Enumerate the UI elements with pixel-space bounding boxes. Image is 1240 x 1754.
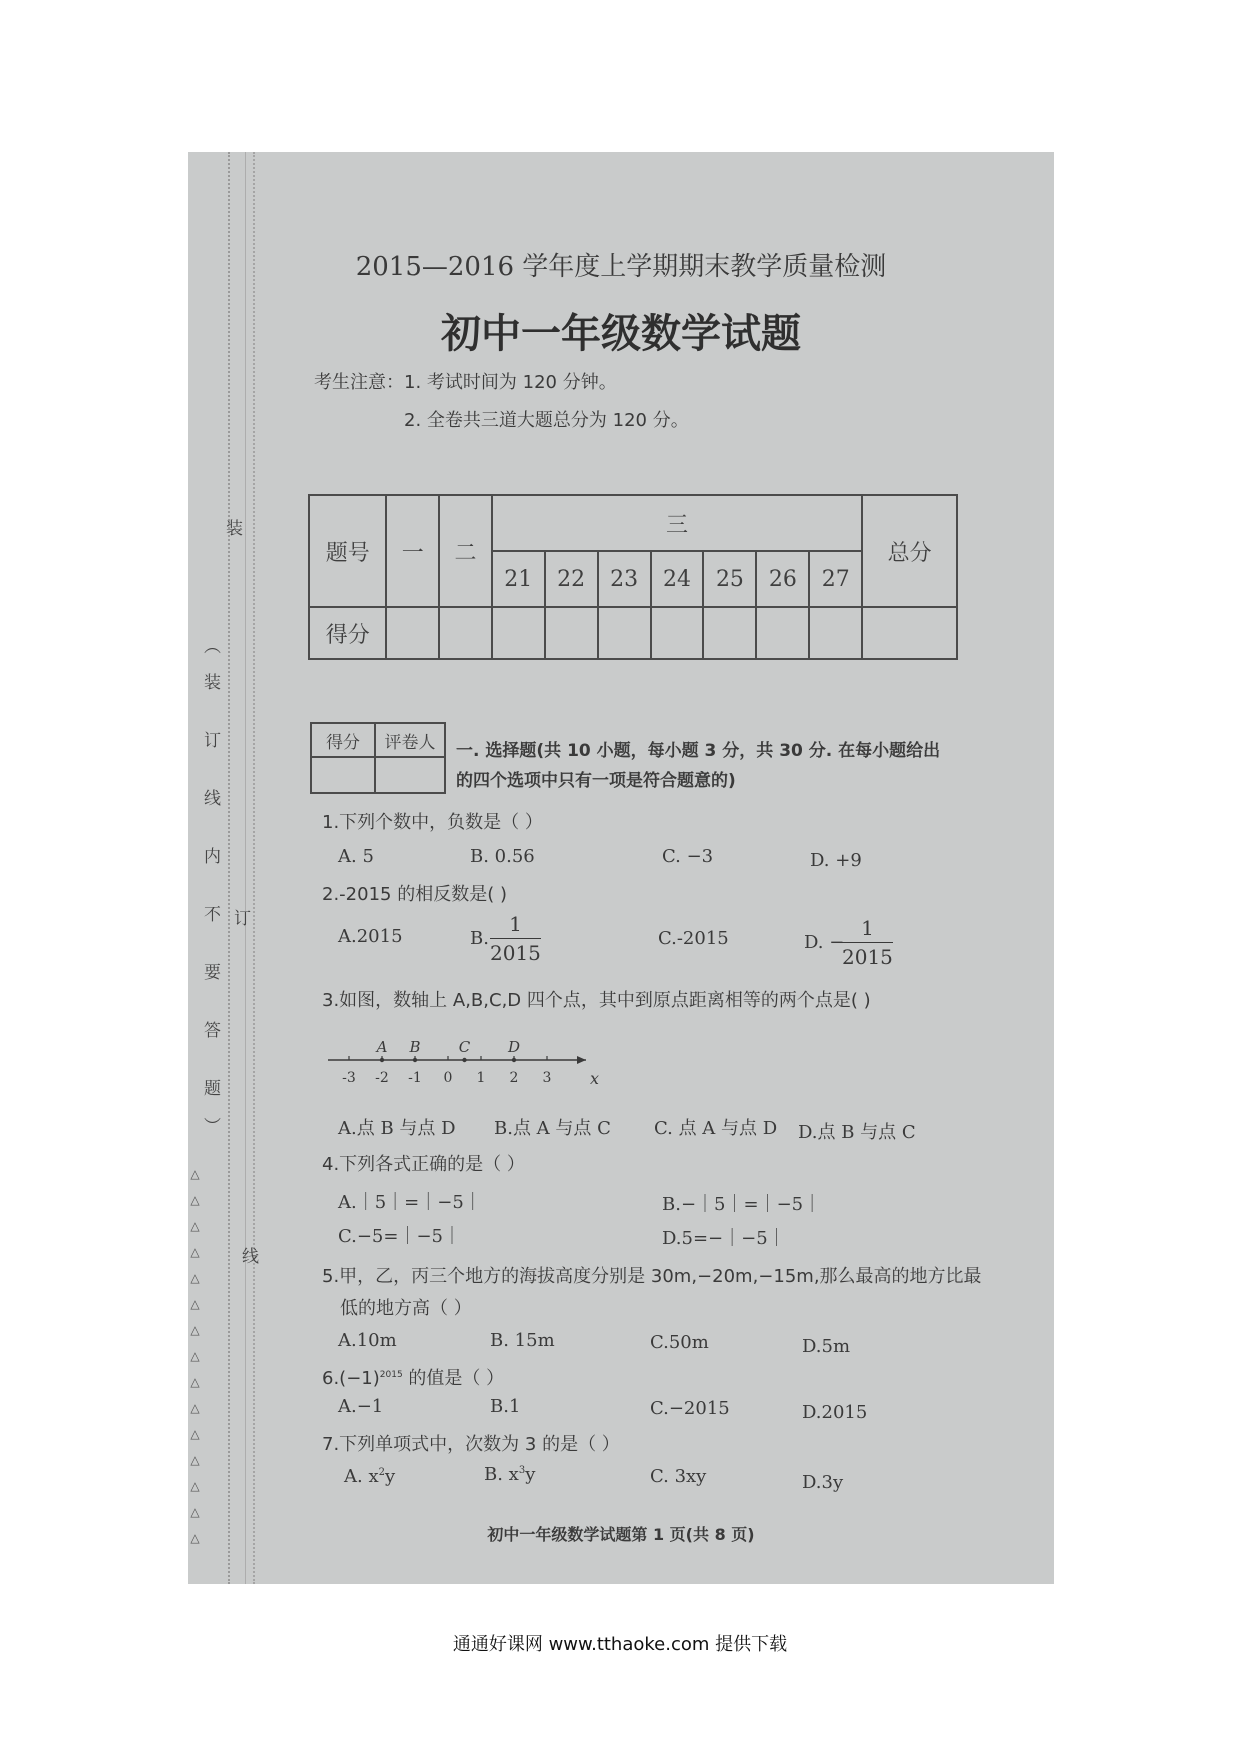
score-table-section-1: 一 [386,495,439,607]
score-cell [492,607,545,659]
margin-inner-char: 要 [204,963,221,983]
question-1-option-a: A. 5 [338,846,374,867]
question-4-option-b: B.−｜5｜=｜−5｜ [662,1194,822,1215]
score-cell [809,607,862,659]
binding-dotted-line [228,152,230,1584]
question-6-base: 6.(−1) [322,1368,380,1389]
margin-triangle-icon: △ [190,1219,200,1233]
margin-inner-char: 内 [204,847,221,867]
score-table-header-number: 题号 [309,495,386,607]
number-line-tick-label: 2 [509,1070,519,1086]
score-table-subnumber: 23 [598,551,651,607]
question-4-stem: 4.下列各式正确的是（ ） [322,1154,525,1175]
score-cell [862,607,957,659]
number-line-point [380,1058,384,1062]
option-a-text: A. x [344,1466,379,1487]
download-watermark: 通通好课网 www.tthaoke.com 提供下载 [452,1634,788,1655]
score-cell [756,607,809,659]
margin-inner-char: 题 [204,1079,221,1099]
question-1-option-d: D. +9 [810,850,862,871]
question-6-option-b: B.1 [490,1396,521,1417]
score-table-total: 总分 [862,495,957,607]
grader-name-cell [375,757,445,793]
number-line-tick-label: 0 [443,1070,453,1086]
grader-score-cell [311,757,375,793]
margin-triangle-icon: △ [190,1349,200,1363]
question-3-option-a: A.点 B 与点 D [338,1118,456,1139]
margin-triangle-icon: △ [190,1505,200,1519]
question-5-option-b: B. 15m [490,1330,555,1351]
question-3-option-b: B.点 A 与点 C [494,1118,611,1139]
exam-subtitle: 2015—2016 学年度上学期期末教学质量检测 [355,252,887,282]
question-7-option-d: D.3y [802,1472,844,1493]
question-5-stem-line2: 低的地方高（ ） [340,1298,472,1319]
question-2-stem: 2.-2015 的相反数是( ) [322,884,507,905]
margin-triangle-icon: △ [190,1453,200,1467]
question-6-stem [322,1364,504,1390]
question-5-option-c: C.50m [650,1332,709,1353]
fraction-denominator: 2015 [842,945,893,969]
margin-inner-char: ︵ [204,637,221,657]
margin-triangle-icon: △ [190,1271,200,1285]
number-line-tick-label: 3 [542,1070,552,1086]
page-number-footer: 初中一年级数学试题第 1 页(共 8 页) [487,1525,755,1544]
margin-inner-char: 线 [204,789,221,809]
option-a-exponent: 2 [378,1467,385,1478]
margin-triangle-icon: △ [190,1427,200,1441]
margin-triangle-icon: △ [190,1245,200,1259]
score-table-row-score: 得分 [309,607,386,659]
number-line-tick-label: -2 [375,1070,389,1086]
score-table-subnumber: 22 [545,551,598,607]
fraction-bar [842,942,893,943]
question-5-option-d: D.5m [802,1336,851,1357]
number-line-arrow-icon [577,1056,586,1064]
question-7-stem: 7.下列单项式中，次数为 3 的是（ ） [322,1434,620,1455]
number-line-point-label: D [507,1038,521,1056]
margin-triangle-icon: △ [190,1479,200,1493]
binding-line [245,152,246,1584]
question-5-option-a: A.10m [338,1330,397,1351]
question-2-option-a: A.2015 [338,926,403,947]
margin-triangle-icon: △ [190,1375,200,1389]
option-b-text: B. x [484,1464,519,1485]
question-4-option-a: A.｜5｜=｜−5｜ [338,1192,482,1213]
score-table-subnumber: 24 [651,551,704,607]
question-3-option-d: D.点 B 与点 C [798,1122,916,1143]
question-2-option-d-fraction [842,916,893,969]
option-a-tail: y [384,1466,396,1487]
grader-box-grader: 评卷人 [375,723,445,757]
question-3-stem: 3.如图，数轴上 A,B,C,D 四个点，其中到原点距离相等的两个点是( ) [322,990,871,1011]
question-2-option-c: C.-2015 [658,928,729,949]
score-table-subnumber: 27 [809,551,862,607]
question-5-stem: 5.甲，乙，丙三个地方的海拔高度分别是 30m,−20m,−15m,那么最高的地方比最 [322,1266,982,1287]
score-table-subnumber: 26 [756,551,809,607]
number-line-point-label: B [409,1038,421,1056]
binding-dotted-line-2 [253,152,255,1584]
question-7-option-b [484,1464,535,1485]
exam-paper [188,152,1054,1584]
question-4-option-c: C.−5=｜−5｜ [338,1226,462,1247]
score-table [308,494,958,660]
number-line-tick-label: -3 [342,1070,356,1086]
question-1-stem: 1.下列个数中，负数是（ ） [322,812,543,833]
question-6-option-c: C.−2015 [650,1398,730,1419]
number-line-point [512,1058,516,1062]
option-b-tail: y [525,1464,536,1485]
number-line-point [413,1058,417,1062]
question-7-option-a [344,1466,395,1487]
fraction-denominator: 2015 [490,941,541,965]
question-1-option-b: B. 0.56 [470,846,535,867]
number-line-point-label: C [458,1038,471,1056]
number-line-tick-label: -1 [408,1070,422,1086]
score-cell [545,607,598,659]
question-6-tail: 的值是（ ） [402,1368,505,1389]
section1-heading-line1: 一. 选择题(共 10 小题，每小题 3 分，共 30 分. 在每小题给出 [456,741,941,761]
grader-box-score: 得分 [311,723,375,757]
margin-triangle-icon: △ [190,1193,200,1207]
margin-triangle-icon: △ [190,1297,200,1311]
score-cell [439,607,492,659]
score-cell [651,607,704,659]
question-7-option-c: C. 3xy [650,1466,707,1487]
exam-title: 初中一年级数学试题 [441,311,801,357]
number-line-axis-label: x [590,1069,600,1088]
score-cell [386,607,439,659]
score-table-subnumber: 21 [492,551,545,607]
margin-inner-char: 答 [204,1021,221,1041]
grader-box [310,722,446,794]
question-2-option-b-fraction [490,912,541,965]
score-table-subnumber: 25 [703,551,756,607]
question-6-exponent: 2015 [379,1370,403,1380]
margin-inner-char: 不 [204,905,221,925]
question-4-option-d: D.5=−｜−5｜ [662,1228,786,1249]
notice-label: 考生注意： [314,372,404,393]
question-1-option-c: C. −3 [662,846,714,867]
section1-heading-line2: 的四个选项中只有一项是符合题意的) [456,771,736,791]
fraction-bar [490,938,541,939]
option-b-exponent: 3 [518,1465,526,1476]
margin-inner-char: 订 [204,731,221,751]
question-2-option-d: D. − [804,932,845,953]
number-line-tick-label: 1 [476,1070,486,1086]
margin-triangle-icon: △ [190,1167,200,1181]
margin-triangle-icon: △ [190,1401,200,1415]
margin-triangle-icon: △ [190,1531,200,1545]
question-6-option-d: D.2015 [802,1402,868,1423]
number-line-point-label: A [376,1038,388,1056]
number-line-point [462,1058,466,1062]
fraction-numerator: 1 [509,912,522,936]
number-line-figure [324,1032,600,1104]
question-6-option-a: A.−1 [338,1396,384,1417]
margin-char-xian: 线 [242,1247,259,1267]
question-2-option-b: B. [470,928,489,949]
margin-triangle-icon: △ [190,1323,200,1337]
score-cell [598,607,651,659]
fraction-numerator: 1 [861,916,874,940]
score-table-section-2: 二 [439,495,492,607]
score-table-section-3: 三 [492,495,862,551]
margin-inner-char: ︶ [204,1117,221,1137]
margin-char-zhuang: 装 [226,519,243,539]
margin-inner-char: 装 [204,673,221,693]
margin-char-ding: 订 [234,909,251,929]
notice-item-2: 2. 全卷共三道大题总分为 120 分。 [404,410,689,431]
notice-item-1: 1. 考试时间为 120 分钟。 [404,372,617,393]
question-3-option-c: C. 点 A 与点 D [654,1118,778,1139]
score-cell [703,607,756,659]
